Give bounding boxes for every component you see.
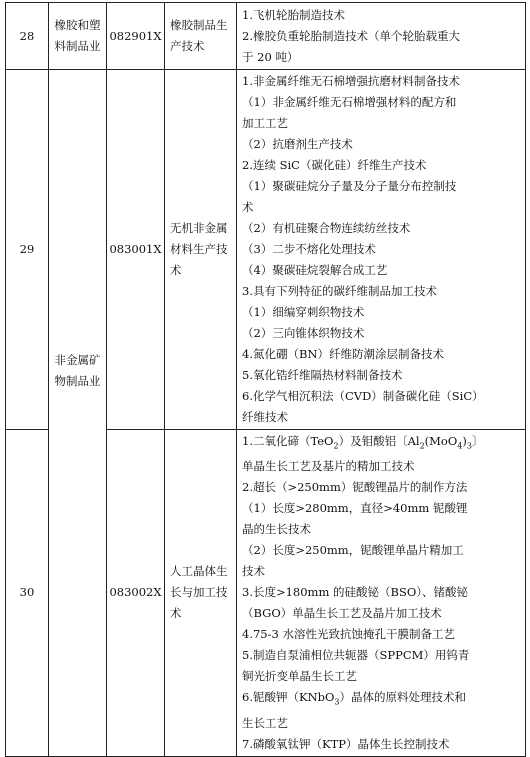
tech-line: 晶的生长技术 [242,522,311,537]
tech-line: 6.化学气相沉积法（CVD）制备碳化硅（SiC） [242,389,484,403]
tech-line [242,687,521,712]
tech-line: 4.75-3 水溶性光致抗蚀掩孔干膜制备工艺 [242,627,455,642]
tech-line: （4）聚碳硅烷裂解合成工艺 [242,263,388,277]
code-cell: 083002X [107,430,165,757]
tech-line: 技术 [242,564,265,579]
tech-line: 2.橡胶负重轮胎制造技术（单个轮胎载重大 [242,28,460,43]
subscript: 2 [333,441,339,451]
subscript: 2 [419,441,425,451]
tech-line: 3.具有下列特征的碳纤维制品加工技术 [242,284,437,298]
tech-line: 3.长度>180mm 的硅酸铋（BSO）、锗酸铋 [242,585,469,600]
tech-line: （2）抗磨剂生产技术 [242,137,353,151]
tech-line: 2.超长（>250mm）铌酸锂晶片的制作方法 [242,480,468,495]
tech-line: 铜光折变单晶生长工艺 [242,669,357,684]
tech-name-cell: 无机非金属材料生产技术 [165,70,237,430]
tech-detail-cell [237,3,526,70]
row-number: 28 [6,3,49,70]
tech-detail-cell [237,430,526,757]
tech-name-cell: 橡胶制品生产技术 [165,3,237,70]
tech-line: 1.飞机轮胎制造技术 [242,7,345,22]
tech-text: ）及钼酸铝〔Al [338,434,420,448]
subscript: 4 [457,441,463,451]
technology-table [5,2,526,757]
tech-line: （BGO）单晶生长工艺及晶片加工技术 [242,606,442,621]
tech-line: 1.非金属纤维无石棉增强抗磨材料制备技术 [242,74,460,88]
tech-line: 单晶生长工艺及基片的精加工技术 [242,459,415,474]
tech-text: ) [462,434,467,448]
tech-line: （2）长度>250mm，铌酸锂单晶片精加工 [242,543,464,558]
tech-text: 〕 [471,434,484,448]
industry-label: 非金属矿物制品业 [54,353,101,388]
tech-line: 4.氮化硼（BN）纤维防潮涂层制备技术 [242,347,444,361]
tech-line [242,431,521,456]
code-cell: 082901X [107,3,165,70]
tech-text: ）晶体的原料处理技术和 [339,690,467,705]
row-number: 30 [6,430,49,757]
tech-name-cell: 人工晶体生长与加工技术 [165,430,237,757]
tech-line: （1）长度>280mm，直径>40mm 铌酸锂 [242,501,468,516]
tech-text: (MoO [424,434,458,448]
tech-line: （3）二步不熔化处理技术 [242,242,376,256]
tech-line: 生长工艺 [242,715,288,730]
tech-line: （1）聚碳硅烷分子量及分子量分布控制技 [242,179,457,193]
tech-text: 6.铌酸钾（KNbO [242,690,335,705]
tech-line: 加工工艺 [242,116,288,130]
tech-text: 1.二氧化碲（TeO [242,434,334,448]
tech-line: （2）三向锥体织物技术 [242,326,365,340]
tech-line: （1）细编穿刺织物技术 [242,305,365,319]
tech-line: 术 [242,200,254,214]
code-cell: 083001X [107,70,165,430]
row-number: 29 [6,70,49,430]
subscript: 3 [466,441,472,451]
tech-line: （2）有机硅聚合物连续纺丝技术 [242,221,411,235]
tech-line: 2.连续 SiC（碳化硅）纤维生产技术 [242,158,427,172]
tech-detail-cell [237,70,526,430]
tech-line: 于 20 吨） [242,49,299,64]
table-row [6,3,526,70]
tech-line: 5.制造自泵浦相位共轭器（SPPCM）用钨青 [242,648,470,663]
tech-line: 纤维技术 [242,410,288,424]
industry-cell [49,70,107,757]
table-row [6,70,526,430]
tech-line: 5.氧化锆纤维隔热材料制备技术 [242,368,403,382]
tech-line: 7.磷酸氧钛钾（KTP）晶体生长控制技术 [242,736,450,751]
industry-cell: 橡胶和塑料制品业 [49,3,107,70]
tech-line: （1）非金属纤维无石棉增强材料的配方和 [242,95,457,109]
subscript: 3 [334,697,340,707]
